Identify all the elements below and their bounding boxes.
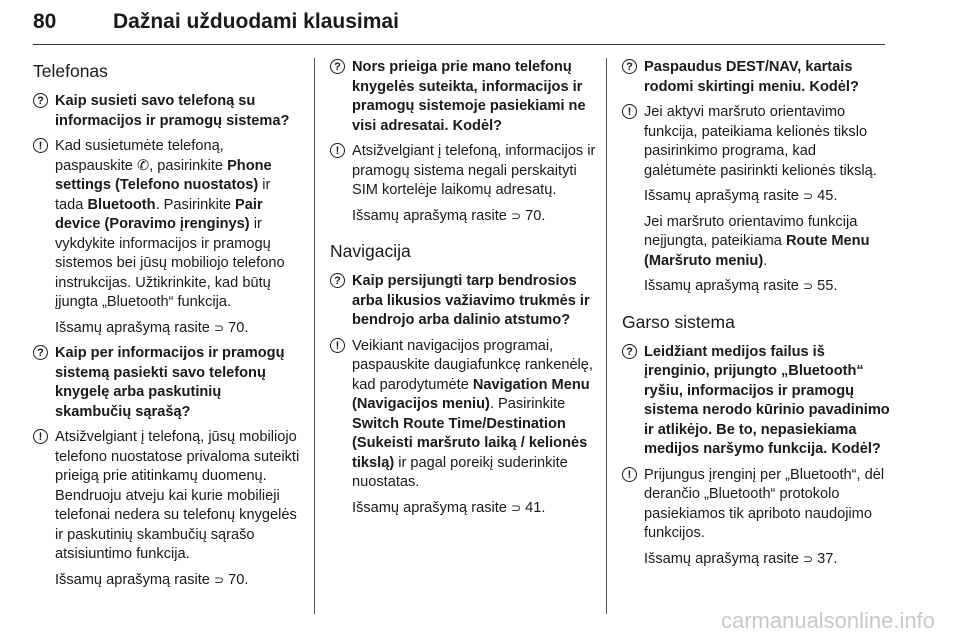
question-item xyxy=(330,58,598,136)
reference-arrow-icon: ⊃ xyxy=(510,208,522,223)
reference-arrow-icon: ⊃ xyxy=(213,572,225,587)
phone-icon: ✆ xyxy=(136,157,150,174)
reference-arrow-icon: ⊃ xyxy=(213,320,225,335)
running-title: Dažnai užduodami klausimai xyxy=(113,10,399,33)
answer-item xyxy=(33,428,301,565)
question-text: Leidžiant medijos failus iš įrenginio, prijungto „Bluetooth“ ryšiu, informacijos ir pramogų sistema nerodo kūrinio pavadinimo ir atlikėjo. Be to, nepasiekiama medijos naršymo funkcija. Kodėl? xyxy=(644,343,890,457)
question-icon: ? xyxy=(622,59,637,74)
reference-line: Išsamų aprašymą rasite ⊃ 41. xyxy=(352,499,546,516)
answer-item xyxy=(330,142,598,201)
column-divider xyxy=(314,58,315,614)
question-text: Kaip persijungti tarp bendrosios arba likusios važiavimo trukmės ir bendrojo arba dalinio atstumo? xyxy=(352,273,590,328)
section-heading-telefonas: Telefonas xyxy=(33,61,108,81)
answer-text: Prijungus įrenginį per „Bluetooth“, dėl derančio „Bluetooth“ protokolo pasiekiamos tik apriboto naudojimo funkcijos. xyxy=(644,466,885,541)
question-item xyxy=(622,343,892,460)
question-item xyxy=(33,92,301,131)
reference-arrow-icon: ⊃ xyxy=(802,189,814,203)
page-header xyxy=(33,10,885,45)
question-item xyxy=(33,344,301,422)
question-text: Nors prieiga prie mano telefonų knygelės suteikta, informacijos ir pramogų sistemoje pasiekiami ne visi adresatai. Kodėl? xyxy=(352,59,586,134)
watermark: carmanualsonline.info xyxy=(720,608,935,633)
answer-item xyxy=(330,337,598,493)
answer-continuation: Jei maršruto orientavimo funkcija neįjungta, pateikiama Route Menu (Maršruto meniu). xyxy=(644,213,870,269)
question-text: Kaip susieti savo telefoną su informacijos ir pramogų sistema? xyxy=(55,93,290,129)
answer-text: Jei aktyvi maršruto orientavimo funkcija, pateikiama kelionės tikslo pasirinkimo programa, kad galėtumėte pasirinkti kelionės tikslą. xyxy=(644,104,877,179)
answer-icon: ! xyxy=(622,104,637,119)
answer-text: Atsižvelgiant į telefoną, jūsų mobiliojo telefono nuostatose privaloma suteikti prieigą prie atitinkamų duomenų. Bendruoju atveju kai kurie mobilieji telefonai nedera su telefonų knygelės ir paskutinių skambučių sąrašo atsisiuntimo funkcija. xyxy=(55,429,300,562)
section-heading-garso-sistema: Garso sistema xyxy=(622,311,735,332)
answer-text: Atsižvelgiant į telefoną, informacijos ir pramogų sistema negali perskaityti SIM kortelėje laikomų adresatų. xyxy=(352,143,596,198)
answer-icon: ! xyxy=(330,143,345,158)
reference-line: Išsamų aprašymą rasite ⊃ 70. xyxy=(55,571,249,588)
column-2 xyxy=(330,58,598,524)
page-number: 80 xyxy=(33,10,57,33)
question-icon: ? xyxy=(330,273,345,288)
column-3 xyxy=(622,58,892,575)
answer-item xyxy=(622,466,892,544)
reference-line: Išsamų aprašymą rasite ⊃ 70. xyxy=(352,207,546,224)
reference-line: Išsamų aprašymą rasite ⊃ 45. xyxy=(644,188,838,204)
question-item xyxy=(622,58,892,97)
reference-line: Išsamų aprašymą rasite ⊃ 37. xyxy=(644,550,838,567)
reference-arrow-icon: ⊃ xyxy=(802,551,814,566)
question-item xyxy=(330,272,598,331)
question-icon: ? xyxy=(33,93,48,108)
reference-line: Išsamų aprašymą rasite ⊃ 55. xyxy=(644,278,838,294)
answer-icon: ! xyxy=(622,467,637,482)
question-icon: ? xyxy=(330,59,345,74)
answer-text: Veikiant navigacijos programai, paspauskite daugiafunkcę rankenėlę, kad parodytumėte Navigation Menu (Navigacijos meniu). Pasirinkite Switch Route Time/Destination (Sukeisti maršruto laiką / kelionės tikslą) ir pagal poreikį suderinkite nuostatas. xyxy=(352,337,593,490)
reference-line: Išsamų aprašymą rasite ⊃ 70. xyxy=(55,319,249,336)
answer-item xyxy=(622,103,892,181)
section-heading-navigacija: Navigacija xyxy=(330,241,411,261)
column-1 xyxy=(33,58,301,596)
question-icon: ? xyxy=(33,345,48,360)
question-icon: ? xyxy=(622,344,637,359)
answer-icon: ! xyxy=(330,338,345,353)
question-text: Kaip per informacijos ir pramogų sistemą pasiekti savo telefonų knygelę arba paskutinių skambučių sąrašą? xyxy=(55,345,285,420)
reference-arrow-icon: ⊃ xyxy=(510,500,522,515)
column-divider xyxy=(606,58,607,614)
answer-item xyxy=(33,137,301,313)
answer-icon: ! xyxy=(33,138,48,153)
reference-arrow-icon: ⊃ xyxy=(802,279,814,293)
answer-text: Kad susietumėte telefoną, paspauskite ✆, pasirinkite Phone settings (Telefono nuostatos) ir tada Bluetooth. Pasirinkite Pair device (Poravimo įrenginys) ir vykdykite informacijos ir pramogų sistemos bei jūsų mobiliojo telefono instrukcijas. Užtikrinkite, kad būtų įjungta „Bluetooth“ funkcija. xyxy=(55,138,285,310)
question-text: Paspaudus DEST/NAV, kartais rodomi skirtingi meniu. Kodėl? xyxy=(644,59,859,95)
answer-icon: ! xyxy=(33,429,48,444)
